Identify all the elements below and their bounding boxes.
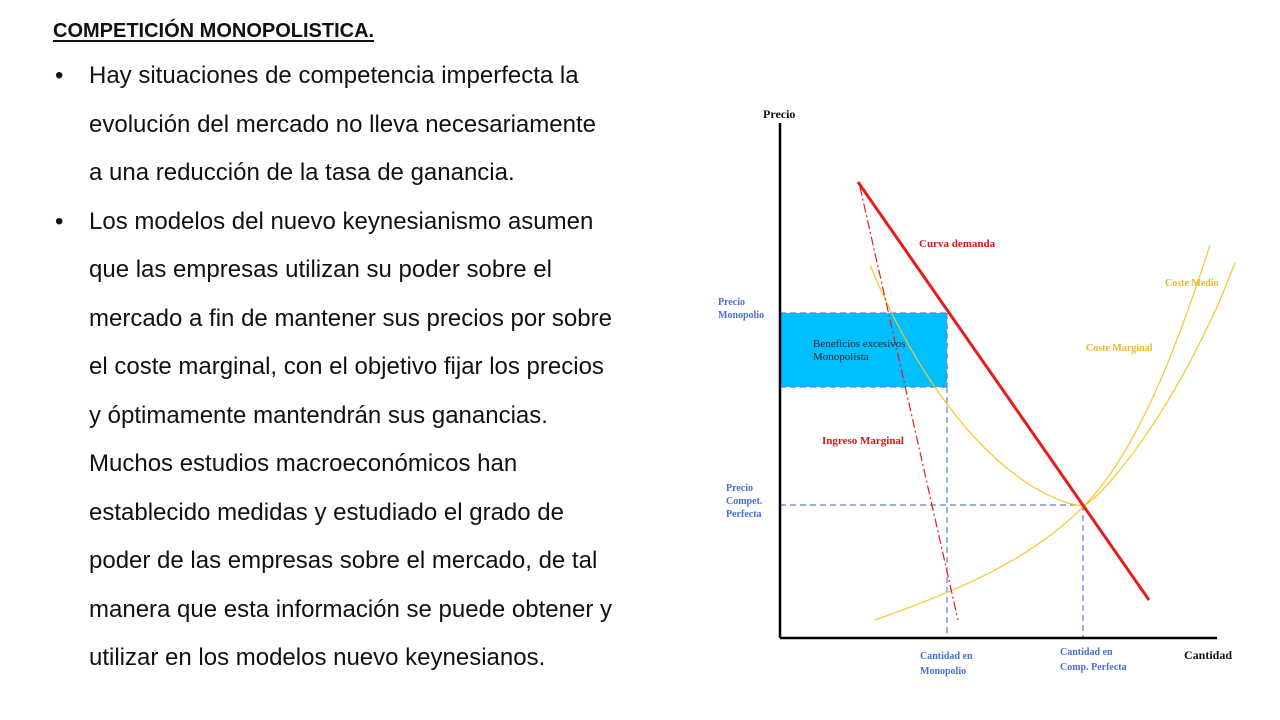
profit-area [780,313,947,387]
bullet-line: Los modelos del nuevo keynesianismo asumen [89,207,594,235]
bullet-item [53,52,683,198]
monopoly-quantity-label: Cantidad en Monopolio [920,651,973,677]
demand-label: Curva demanda [919,238,996,250]
monopoly-price-label: Precio Monopolio [718,297,765,321]
bullet-line: evolución del mercado no lleva necesariamente [89,110,596,138]
average-cost-label: Coste Medio [1165,278,1219,289]
y-axis-label: Precio [763,107,796,121]
bullet-line: mercado a fin de mantener sus precios por sobre [89,304,612,332]
slide-title: COMPETICIÓN MONOPOLISTICA. [53,20,375,42]
bullet-line: y óptimamente mantendrán sus ganancias. [89,401,548,429]
bullet-line: Muchos estudios macroeconómicos han [89,450,518,477]
marginal-revenue-curve [860,187,958,620]
bullet-list [53,52,683,683]
marginal-revenue-label: Ingreso Marginal [822,435,904,447]
bullet-line: que las empresas utilizan su poder sobre el [89,256,552,283]
bullet-line: Hay situaciones de competencia imperfecta la [89,62,579,89]
bullet-line: el coste marginal, con el objetivo fijar los precios [89,353,604,380]
marginal-cost-curve [875,245,1210,620]
profit-area-label: Beneficios excesivos Monopolista [813,338,906,363]
bullet-line: establecido medidas y estudiado el grado de [89,498,564,526]
bullet-item [53,198,683,683]
demand-curve [858,182,1149,600]
bullet-dot-icon: • [55,207,64,235]
competitive-price-label: Precio Compet. Perfecta [726,483,763,520]
bullet-line: manera que esta información se puede obtener y [89,595,612,623]
marginal-cost-label: Coste Marginal [1086,343,1153,354]
bullet-line: utilizar en los modelos nuevo keynesianos. [89,644,546,671]
bullet-dot-icon: • [55,62,64,89]
bullet-line: a una reducción de la tasa de ganancia. [89,159,515,186]
bullet-line: poder de las empresas sobre el mercado, de tal [89,547,598,574]
competitive-quantity-label: Cantidad en Comp. Perfecta [1060,647,1127,673]
x-axis-label: Cantidad [1184,648,1233,662]
monopoly-diagram [700,95,1260,685]
